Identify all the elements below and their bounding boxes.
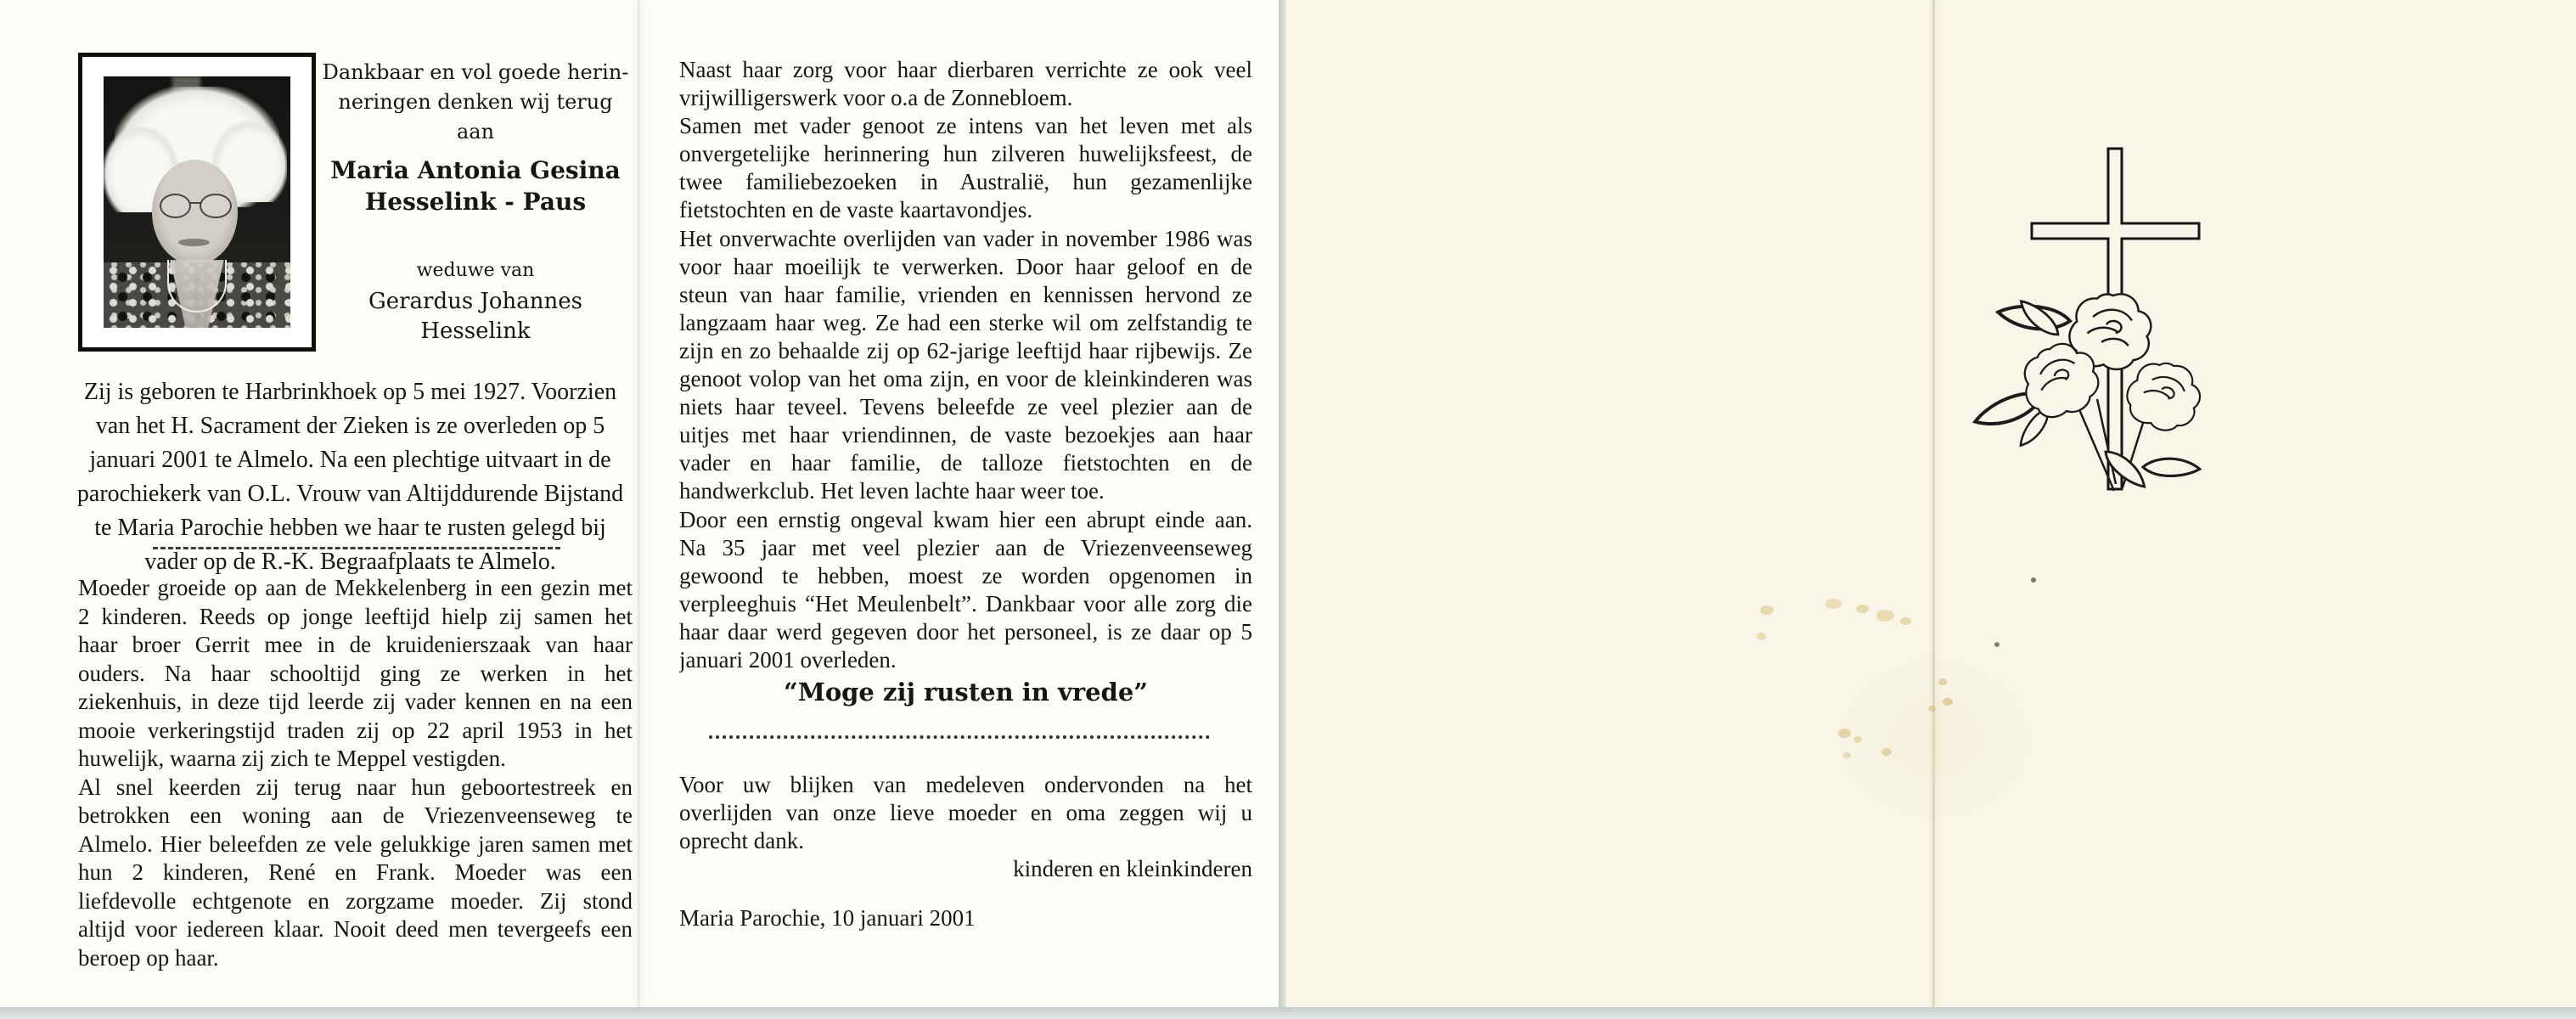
portrait-photo: [104, 76, 290, 328]
paper-stain: [1843, 752, 1851, 758]
text-line: handwerkclub. Het leven lachte haar weer toe.: [679, 478, 1105, 504]
paper-stain: [1900, 617, 1911, 625]
text-line: Almelo. Hier beleefden ze vele gelukkige jaren samen met: [78, 830, 633, 857]
signature-line: kinderen en kleinkinderen: [1013, 856, 1252, 881]
text-line: vader op de R.-K. Begraafplaats te Almelo.: [144, 549, 556, 575]
text-line: Voor uw blijken van medeleven ondervonden na het: [679, 772, 1252, 797]
text-line: langzaam haar weg. Ze had een sterke wil om zelfstandig te: [679, 309, 1252, 335]
page-edge-shadow: [1279, 0, 1286, 1019]
rose-bouquet: [1972, 288, 2209, 495]
paper-speck: [1994, 642, 1999, 647]
life-story-paragraph-right: [679, 56, 1252, 674]
text-line: haar daar werd gegeven door het personeel, is ze daar op 5: [679, 618, 1252, 645]
cover-fold-crease: [1932, 0, 1935, 1007]
text-line: ouders. Na haar schooltijd ging ze werken in het: [78, 660, 633, 686]
text-line: neringen denken wij terug aan: [338, 90, 613, 144]
text-line: twee familiebezoeken in Australië, hun gezamenlijke: [679, 169, 1252, 195]
paper-speck: [2031, 577, 2036, 583]
mouth: [178, 239, 210, 246]
text-line: genoot volop van het oma zijn, en voor de kleinkinderen was: [679, 366, 1252, 392]
text-line: verpleeghuis “Het Meulenbelt”. Dankbaar voor alle zorg die: [679, 590, 1252, 616]
deceased-name: [318, 155, 633, 217]
text-line: parochiekerk van O.L. Vrouw van Altijddurende Bijstand: [76, 481, 624, 507]
text-line: oprecht dank.: [679, 828, 804, 853]
text-line: vader en haar familie, de talloze fietstochten en de: [679, 450, 1252, 476]
scanner-edge-strip: [0, 1007, 2576, 1019]
text-line: betrokken een woning aan de Vriezenveenseweg te: [78, 802, 633, 828]
glasses-bridge: [190, 202, 201, 204]
text-line: 2 kinderen. Reeds op jonge leeftijd hielp zij samen het: [78, 603, 633, 629]
text-line: huwelijk, waarna zij zich te Meppel vestigden.: [78, 746, 506, 771]
paper-stain: [1757, 633, 1766, 640]
paper-stain: [1938, 678, 1947, 685]
text-line: voor haar moeilijk te verwerken. Door haar geloof en de: [679, 253, 1252, 279]
text-line: hun 2 kinderen, René en Frank. Moeder was een: [78, 859, 633, 885]
rest-in-peace-quote: “Moge zij rusten in vrede”: [784, 678, 1148, 707]
text-line: uitjes met haar vriendinnen, de vaste bezoekjes aan haar: [679, 422, 1252, 448]
text-line: Naast haar zorg voor haar dierbaren verrichte ze ook veel: [679, 57, 1252, 82]
paper-stain: [1928, 706, 1936, 712]
life-story-paragraph-left: [78, 574, 633, 972]
relation-label: weduwe van: [416, 260, 535, 281]
text-line: Gerardus Johannes: [368, 289, 583, 314]
text-line: beroep op haar.: [78, 944, 219, 971]
paper-stain: [1760, 605, 1774, 615]
text-line: zijn en zo behaalde zij op 62-jarige leeftijd haar rijbewijs. Ze: [679, 337, 1252, 363]
cross-with-roses-illustration: [1970, 127, 2241, 510]
text-line: Door een ernstig ongeval kwam hier een abrupt einde aan.: [679, 506, 1252, 532]
text-line: mooie verkeringstijd traden zij op 22 april 1953 in het: [78, 717, 633, 743]
acknowledgement-paragraph: [679, 771, 1252, 855]
text-line: vrijwilligerswerk voor o.a de Zonnebloem.: [679, 85, 1073, 111]
text-line: liefdevolle echtgenote en zorgzame moeder. Zij stond: [78, 887, 633, 914]
portrait-photo-frame: [78, 53, 316, 352]
spouse-name: [318, 287, 633, 346]
cover-pages-background: [1286, 0, 2576, 1019]
text-line: haar broer Gerrit mee in de kruidenierszaak van haar: [78, 632, 633, 657]
text-line: onvergetelijke herinnering hun zilveren huwelijksfeest, de: [679, 141, 1252, 167]
text-line: Samen met vader genoot ze intens van het leven met als: [679, 113, 1252, 139]
text-line: Al snel keerden zij terug naar hun geboortestreek en: [78, 774, 633, 800]
text-line: niets haar teveel. Tevens beleefde ze veel plezier aan de: [679, 394, 1252, 420]
text-line: Hesselink - Paus: [364, 188, 587, 216]
paper-stain: [1853, 736, 1862, 743]
text-line: te Maria Parochie hebben we haar te rusten gelegd bij: [94, 515, 606, 541]
inside-fold-crease: [638, 0, 640, 1007]
text-line: ziekenhuis, in deze tijd leerde zij vader kennen en na een: [78, 689, 633, 714]
text-line: Dankbaar en vol goede herin-: [322, 60, 629, 84]
text-line: steun van haar familie, vrienden en kennissen hervond ze: [679, 281, 1252, 307]
glasses-right-lens: [200, 194, 231, 219]
dotted-divider: [709, 735, 1210, 739]
paper-stain: [1881, 748, 1892, 756]
paper-stain: [1876, 610, 1894, 622]
text-line: Na 35 jaar met veel plezier aan de Vriezenveenseweg: [679, 534, 1252, 560]
intro-text: [318, 58, 633, 147]
text-line: Maria Antonia Gesina: [330, 156, 621, 184]
text-line: januari 2001 te Almelo. Na een plechtige uitvaart in de: [89, 447, 611, 473]
paper-stain: [1838, 729, 1851, 738]
text-line: fietstochten en de vaste kaartavondjes.: [679, 197, 1033, 223]
text-line: overlijden van onze lieve moeder en oma zeggen wij u: [679, 800, 1252, 825]
text-line: Hesselink: [420, 318, 531, 344]
text-line: van het H. Sacrament der Zieken is ze overleden op 5: [95, 413, 605, 439]
text-line: januari 2001 overleden.: [679, 646, 897, 673]
dotted-divider: [153, 547, 560, 549]
paper-stain: [1856, 605, 1869, 613]
text-line: Moeder groeide op aan de Mekkelenberg in een gezin met: [78, 575, 633, 600]
text-line: altijd voor iedereen klaar. Nooit deed men tevergeefs een: [78, 916, 633, 942]
text-line: gewoond te hebben, moest ze worden opgenomen in: [679, 562, 1252, 588]
paper-stain: [1825, 599, 1842, 609]
closing-line: Maria Parochie, 10 januari 2001: [679, 905, 976, 931]
text-line: Zij is geboren te Harbrinkhoek op 5 mei 1927. Voorzien: [83, 379, 617, 405]
text-line: Het onverwachte overlijden van vader in november 1986 was: [679, 225, 1252, 251]
paper-stain: [1943, 698, 1953, 706]
